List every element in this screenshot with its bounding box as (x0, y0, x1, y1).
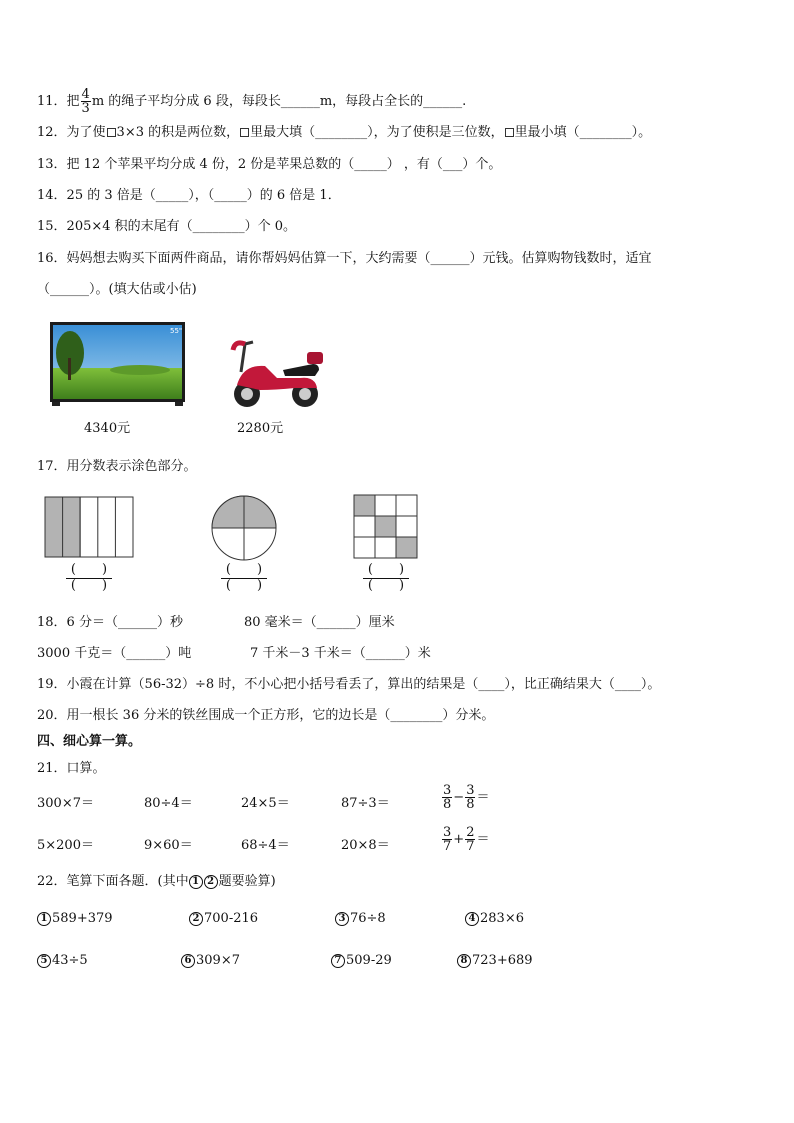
question-20: 20．用一根长 36 分米的铁丝围成一个正方形，它的边长是（________）分米。 (37, 708, 495, 723)
circled-number-icon: 2 (189, 912, 203, 926)
question-12: 12．为了使 3×3 的积是两位数， 里最大填（________），为了使积是三位数， 里最小填（________）。 (37, 125, 652, 140)
fraction-expression-2: $\frac{3}{7}$ + $\frac{2}{7}$ ＝ (443, 825, 490, 854)
oral-calc: 24×5＝ (241, 796, 290, 811)
shape-grid-ninths (353, 494, 419, 560)
circled-number-icon: 7 (331, 954, 345, 968)
oral-calc: 87÷3＝ (341, 796, 390, 811)
circled-number-icon: 8 (457, 954, 471, 968)
written-calc-item: 5 43÷5 (37, 952, 88, 970)
circled-number-icon: 3 (335, 912, 349, 926)
question-18c: 3000 千克＝（______）吨 (37, 646, 192, 661)
question-18b: 80 毫米＝（______）厘米 (244, 615, 395, 630)
circled-number-icon: 5 (37, 954, 51, 968)
circled-number-icon: 4 (465, 912, 479, 926)
question-18d: 7 千米－3 千米＝（______）米 (250, 646, 431, 661)
circled-number-icon: 2 (204, 875, 218, 889)
blank-square-icon (107, 128, 116, 137)
scooter-image (225, 330, 325, 420)
question-16-line1: 16．妈妈想去购买下面两件商品，请你帮妈妈估算一下，大约需要（______）元钱。估算购物钱数时，适宜 (37, 251, 652, 266)
oral-calc: 68÷4＝ (241, 838, 290, 853)
oral-calc: 80÷4＝ (144, 796, 193, 811)
shape-circle-quarters (210, 494, 278, 562)
oral-calc: 20×8＝ (341, 838, 390, 853)
answer-fraction-1[interactable]: ( ) ( ) (66, 563, 112, 593)
answer-fraction-3[interactable]: ( ) ( ) (363, 563, 409, 593)
fraction-4-3: $\frac{4}{3}$ (81, 87, 90, 116)
scooter-price: 2280元 (237, 421, 284, 436)
question-16-line2: （______）。(填大估或小估) (37, 282, 197, 297)
question-14: 14．25 的 3 倍是（_____），（_____）的 6 倍是 1． (37, 188, 341, 203)
circled-number-icon: 1 (37, 912, 51, 926)
question-22: 22．笔算下面各题．(其中 1 2 题要验算) (37, 874, 276, 889)
blank-square-icon (505, 128, 514, 137)
fraction-expression-1: $\frac{3}{8}$ − $\frac{3}{8}$ ＝ (443, 783, 490, 812)
question-11: 11．把 $\frac{4}{3}$ m 的绳子平均分成 6 段，每段长______m，每段占全长的______. (37, 87, 467, 116)
question-13: 13．把 12 个苹果平均分成 4 份，2 份是苹果总数的（_____） ，有（___）个。 (37, 157, 502, 172)
circled-number-icon: 6 (181, 954, 195, 968)
scooter-product (225, 330, 325, 420)
blank-square-icon (240, 128, 249, 137)
written-calc-item: 7 509-29 (331, 952, 392, 970)
question-21: 21．口算。 (37, 761, 106, 776)
written-calc-item: 8 723+689 (457, 952, 533, 970)
oral-calc: 9×60＝ (144, 838, 193, 853)
answer-fraction-2[interactable]: ( ) ( ) (221, 563, 267, 593)
question-15: 15．205×4 积的末尾有（________）个 0。 (37, 219, 297, 234)
circled-number-icon: 1 (189, 875, 203, 889)
written-calc-item: 4 283×6 (465, 910, 524, 928)
question-17: 17．用分数表示涂色部分。 (37, 459, 197, 474)
written-calc-item: 1 589+379 (37, 910, 113, 928)
tv-price: 4340元 (84, 421, 131, 436)
section-4-heading: 四、细心算一算。 (37, 734, 142, 749)
question-18a: 18．6 分＝（______）秒 (37, 615, 183, 630)
svg-text:55": 55" (170, 327, 183, 335)
written-calc-item: 6 309×7 (181, 952, 240, 970)
oral-calc: 300×7＝ (37, 796, 94, 811)
oral-calc: 5×200＝ (37, 838, 94, 853)
written-calc-item: 2 700-216 (189, 910, 258, 928)
written-calc-item: 3 76÷8 (335, 910, 386, 928)
shape-rect-fifths (44, 496, 136, 560)
question-19: 19．小霞在计算（56-32）÷8 时，不小心把小括号看丢了，算出的结果是（____），比正确结果大（____）。 (37, 677, 661, 692)
